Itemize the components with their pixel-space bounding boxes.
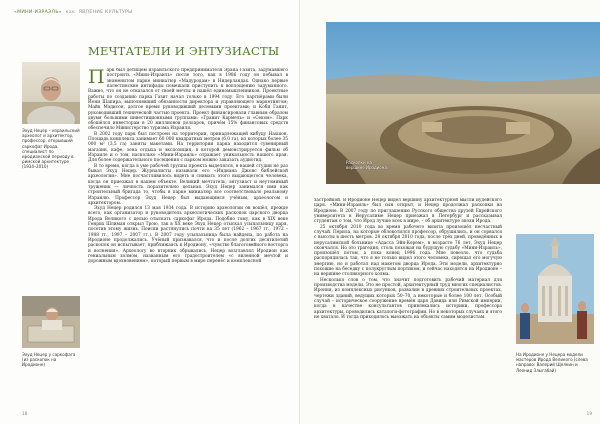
running-head-title: «МИНИ-ИЗРАЭЛЬ» <box>14 10 62 15</box>
paragraph-6: 25 октября 2010 года во время рабочего визита произошёл несчастный случай. Перила, на которые облокотился профессор, обрушились, и он сорвался с высоты в шесть метров. 28 октября 2010 года, после трёх дней, проведённых в иерусалимской больнице «Адасса Эйн-Керем», в возрасте 76 лет, Эхуд Нецер скончался. Но это трагедия, столь похожая на будущую судьбу «Мини-Израиль», произошёл потом, а пока конец 1996 года. Мне повезло, что судьба распорядилась так, что я не только видел этого человека, сирешал его могучую энергию, но и работал над макетом дворца Ирода. Эти модели, архитектурно похожие на беседку с полукруглым портиком, и сейчас находятся на Иродионе – на вершине столикорного холма. <box>314 224 502 278</box>
model-photo-caption: На Иродионе у Нецера модели мастеров Ирода Великого (слева направо: Валерий Щелкин и Леонид Злыгабай) <box>516 352 588 373</box>
portrait1-caption: Эхуд Нецер – израильский археолог и архитектор, профессор, открывший саркофаг Ирода, специалист по иродианской периоду в римской архитектуре (1934–2010) <box>22 128 80 170</box>
running-head-separator: как <box>65 10 75 15</box>
paragraph-5: застройкой. В Иродионе Нецер видел вершину архитектурной мысли иудейского царя. «Мини-Израиль» был сын открыт, и Нецер продолжал раскопки на Иродионе. В 2007 году по приглашению Русского общества друзей Еврейского университета в Иерусалиме Нецер приезжал в Петербург и рассказывал студентам о том, что Ирод лучше всех в мире, – об архитектуре эпохи Ирода. <box>314 198 502 225</box>
paragraph-2: В 2002 году парк был построен на территории, принадлежащей кибуцу Нахшон. Площадь комплекса занимает 60 000 квадратных метров (6,0 га), из которых более 35 000 м² (3,5 га) заняты макетами. На территории парка находится сувенирный магазин, кафе, зона отдыха и экспозиция, в которой демонстрируется фильм об Израиле и о том, насколько «Мини-Израиль» отражает уникальность нашего края. Для более содержательного посещения с парком можно заказать аудиогид. <box>88 131 288 164</box>
article-body-left <box>88 68 288 406</box>
paragraph-3: В то время, когда в уме рабочей группы проекта выделялся, в нашей студии не раз бывал Эхуд Нецер. Журналисты называли его «Индиана Джонс библейской археологии». Мне посчастливилось видеть и снимать этого выдающегося человека, когда он приезжал в нашем объекте. Великий мечтатель, энтузиаст и неутомимый труженик — личность поразительно цельная. Эхуд Нецер занимался ими как строительный бригада то, чтобы в парке миниатюр все соответствовало реальному Израилю. Профессор Эхуд Нецер был выдающимся учёным, археологом и архитектором. <box>88 163 288 206</box>
running-head-section: ЯВЛЕНИЕ КУЛЬТУРЫ <box>78 10 133 15</box>
dropcap: П <box>88 68 105 88</box>
running-header <box>14 10 133 15</box>
paragraph-4: Эхуд Нецер родился 13 мая 1934 года. В историю археологии он вошёл, прежде всего, как организатор и руководитель археологических раскопок царского дворца Ирода Великого с целью отыскать саркофаг Ирода. Подобно тому, как в XIX веке Генрих Шлиман открыл Трою, так в XX веке Эхуд Нецер отыскал усыпальницу царя, посетив этому жизнь. Поиски растянулись почти на 35 лет (1962 – 1967 гг., 1972 – 1988 гг., 1997 – 2007 гг.). В 2007 году усыпальница была найдена, по работа на Иродионе продолжались. Учёный признавался, что и после долгих десятилетий раскопок он испытывает, приближаясь к Иродиону, «чувство благоговейного восторга и волнения». Археологу во вторник обрывались, Нецер возглавлял Иродион как гениальным холмом, названным его градостроителем «с явленной мечтой и дорожным вдохновением», который первым в мире перенёс и комплексной <box>88 206 288 265</box>
model-photo <box>516 234 594 344</box>
article-body-right <box>314 198 502 410</box>
portrait-photo-netzer <box>22 62 80 124</box>
right-page <box>300 0 600 424</box>
page-number-left: 18 <box>22 411 28 416</box>
paragraph-7: Несколько слов о том, что значит подготовить рабочий материал для производства модели. Это не простой, архитектурный труд многих специалистов. Ирония, из комплексных рисунков, развалин в древних строительных проектах, чертежи зданий, ведущих которых 50–70, а некоторые и более 100 лет. Особый случай – историческое сооружение времён царя Давида или Римской империи, когда в качестве консультантов привлекались историки, профессора архитектуры, проводились каталоги-фотографии. Но в некоторых случаях и этого не хватало. И тогда приходилось выезжать на объекты самим моделистам. <box>314 277 502 320</box>
portrait2-caption: Эхуд Нецер у саркофага (из раскопок на Иродионе) <box>22 352 76 368</box>
page-number-right: 19 <box>586 411 592 416</box>
paragraph-1: Парк был детищем израильского предпринимателя Эрана Газита, задумавшего построить «Мини-Израиль» после того, как в 1986 году он побывал в знаменитом парке миниатюр «Мадуродам» в Нидерландах. Однако первые палестинские интифады помешали приступить к воплощению задуманного. Важно, что он не отказался от своей мечты и нашёл единомышленников. Проектные работы по созданию парка Газит начал только в 1994 году. Его партнёрами были Йони Шапира, выполнявший обязанности директора и управляющего маркетингом; Майк Мэдисон, долгое время руководивший деловыми проектами; и Коби Ганит, руководивший технической частью проекта. Проект финансировали главным образом двумя большими инвестиционными группами: «Гранит Кармель» и «Секом». Парк обошёлся инвесторам в 20 миллионов долларов, причём 15% финансовых средств обеспечило Министерство туризма Израиля. <box>88 68 288 132</box>
portrait-photo-sarcophagus <box>22 296 80 348</box>
herodium-photo-label: Раскопки на вершине Иродиона <box>346 160 387 170</box>
article-title: МЕЧТАТЕЛИ И ЭНТУЗИАСТЫ <box>88 44 280 58</box>
